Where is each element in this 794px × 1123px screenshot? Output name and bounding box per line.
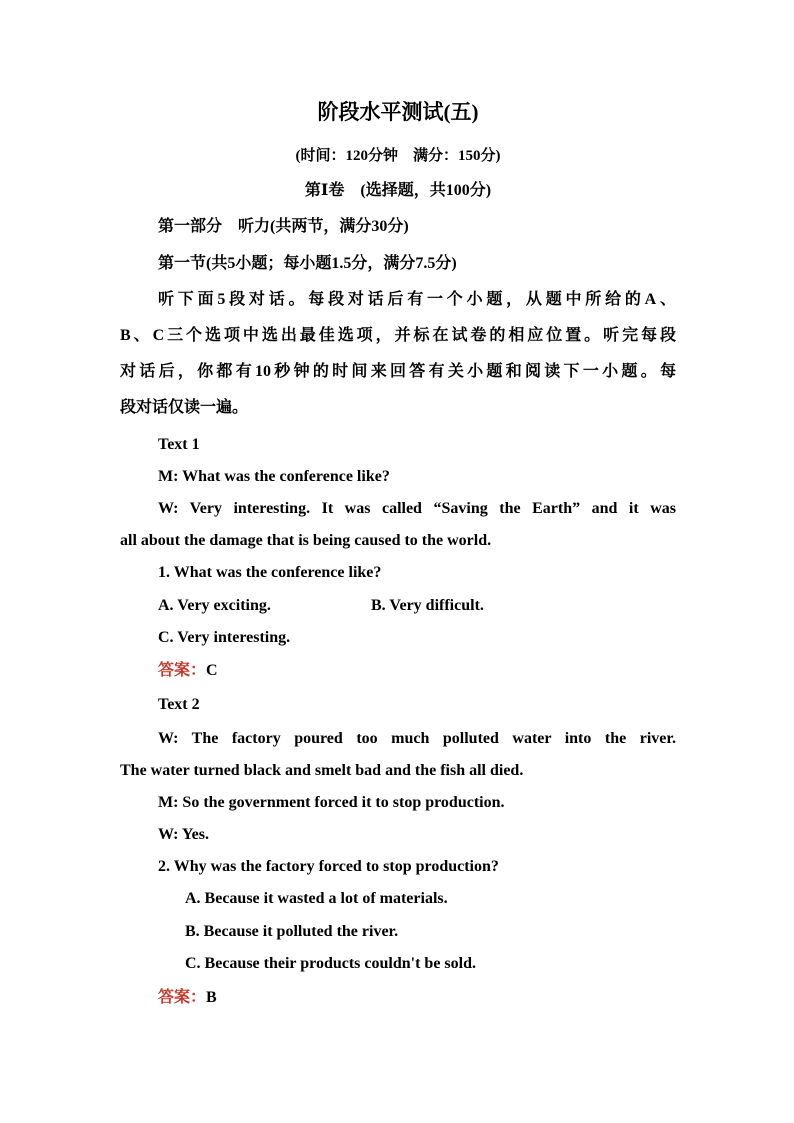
dialog-line: all about the damage that is being caused to the world.	[120, 532, 492, 549]
exam-page	[120, 0, 676, 1123]
part-heading: 第一部分 听力(共两节，满分30分)	[158, 218, 409, 235]
volume-heading: 第Ⅰ卷 (选择题，共100分)	[304, 182, 492, 199]
text2-label: Text 2	[158, 696, 200, 713]
option-c: C. Because their products couldn't be sold.	[185, 955, 476, 972]
instructions-line: 段对话仅读一遍。	[120, 399, 249, 416]
answer-label: 答案：	[158, 989, 207, 1006]
question-2: 2. Why was the factory forced to stop production?	[158, 858, 499, 875]
instructions-line: B、C三个选项中选出最佳选项，并标在试卷的相应位置。听完每段	[120, 327, 676, 344]
question-1: 1. What was the conference like?	[158, 564, 382, 581]
answer-value: B	[206, 989, 217, 1006]
option-c: C. Very interesting.	[158, 629, 291, 646]
dialog-line: W: Very interesting. It was called “Saving the Earth” and it was	[158, 500, 676, 517]
section-heading: 第一节(共5小题；每小题1.5分，满分7.5分)	[158, 255, 457, 272]
dialog-line: W: The factory poured too much polluted water into the river.	[158, 730, 676, 747]
option-a: A. Very exciting.	[158, 597, 271, 614]
answer-value: C	[206, 662, 218, 679]
answer-label: 答案：	[158, 662, 207, 679]
page-title: 阶段水平测试(五)	[317, 100, 479, 124]
instructions-line: 对话后，你都有10秒钟的时间来回答有关小题和阅读下一小题。每	[120, 363, 676, 380]
option-b: B. Very difficult.	[371, 597, 484, 614]
option-b: B. Because it polluted the river.	[185, 923, 399, 940]
answer-1	[120, 661, 676, 681]
dialog-line: M: So the government forced it to stop production.	[158, 794, 505, 811]
dialog-line: The water turned black and smelt bad and the fish all died.	[120, 762, 524, 779]
question-1-options-row	[120, 596, 676, 616]
text1-label: Text 1	[158, 436, 200, 453]
dialog-line: M: What was the conference like?	[158, 468, 390, 485]
time-info: (时间：120分钟 满分：150分)	[295, 148, 501, 164]
dialog-line: W: Yes.	[158, 826, 209, 843]
answer-2	[120, 988, 676, 1008]
instructions-line: 听下面5段对话。每段对话后有一个小题，从题中所给的A、	[158, 291, 676, 308]
option-a: A. Because it wasted a lot of materials.	[185, 890, 448, 907]
